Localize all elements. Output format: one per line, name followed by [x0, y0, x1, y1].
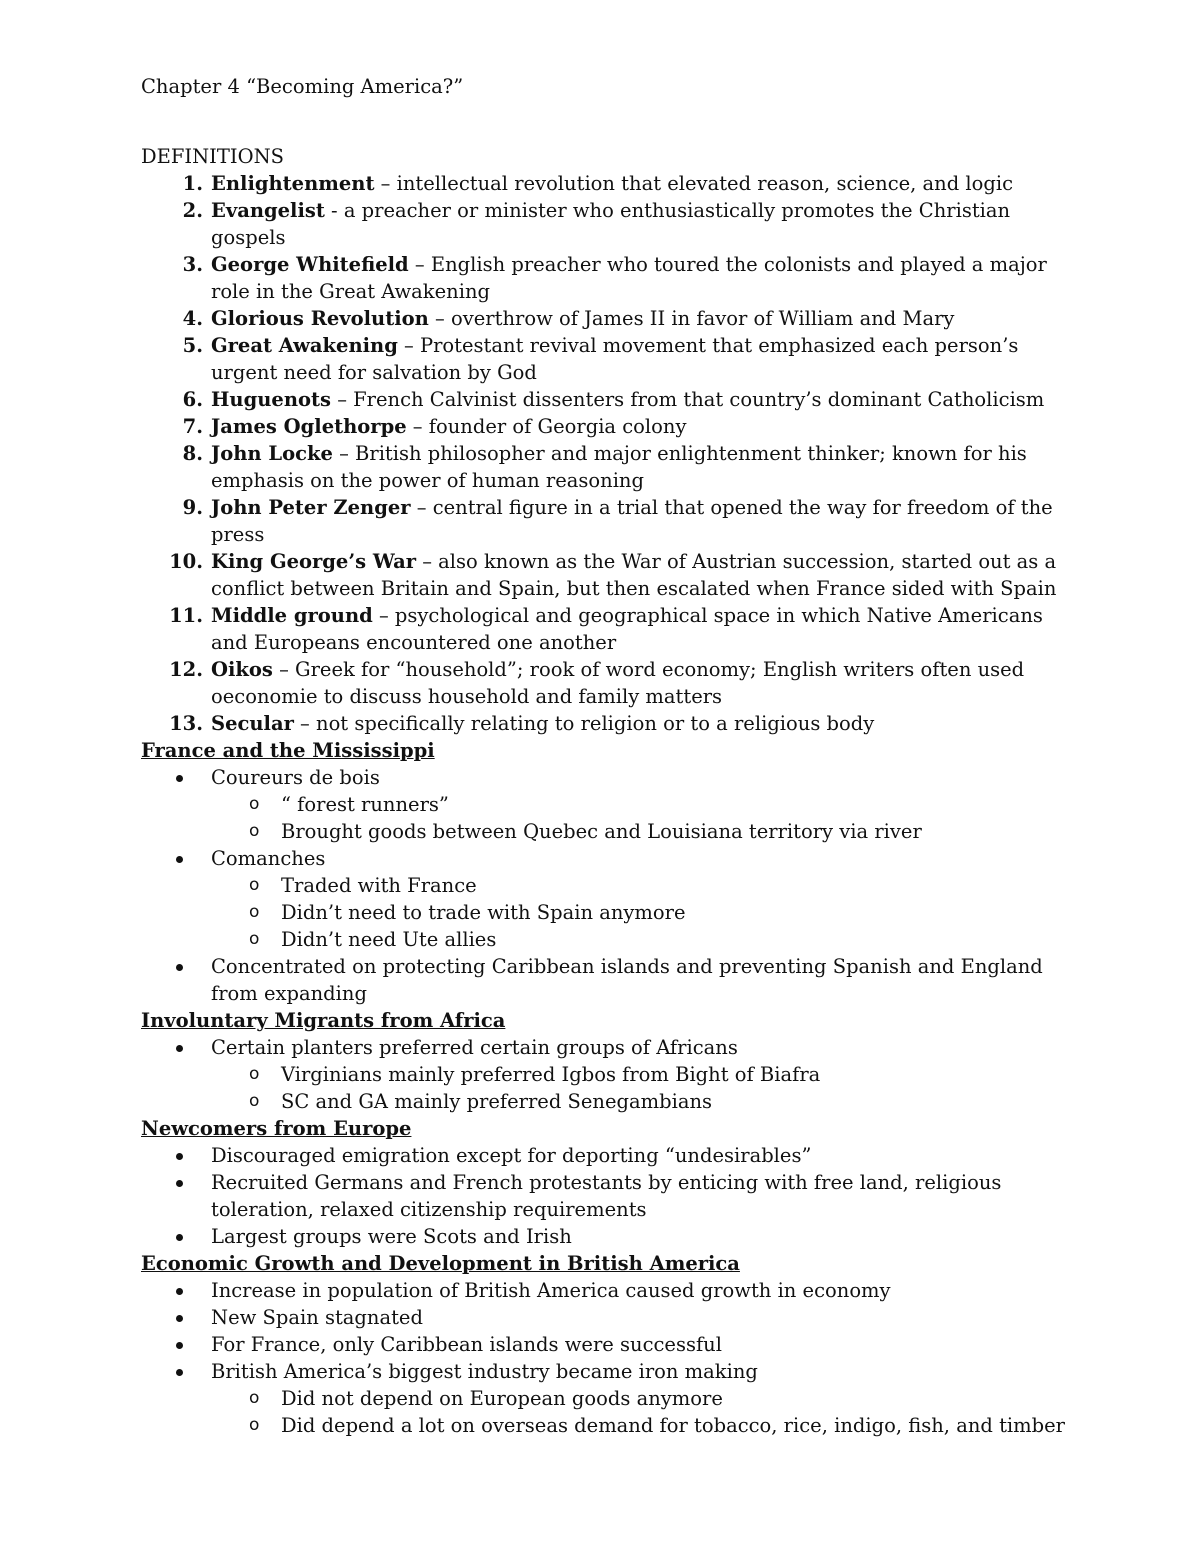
definition-term: Huguenots — [211, 388, 331, 411]
definition-term: John Locke — [211, 442, 333, 465]
bullet-text: Discouraged emigration except for deporting “undesirables” — [211, 1144, 812, 1167]
bullet-dot-icon — [176, 1153, 183, 1160]
document-page — [141, 73, 1071, 1439]
bullet-text: Increase in population of British America caused growth in economy — [211, 1279, 891, 1302]
sub-bullet-list — [211, 1385, 1071, 1439]
section-heading: France and the Mississippi — [141, 739, 435, 762]
sub-bullet-item — [211, 1061, 1071, 1088]
definition-term: King George’s War — [211, 550, 417, 573]
definition-text: – not specifically relating to religion or to a religious body — [293, 712, 875, 735]
bullet-text: Concentrated on protecting Caribbean islands and preventing Spanish and England from expanding — [211, 955, 1043, 1005]
section — [141, 1007, 1071, 1115]
bullet-item — [141, 1277, 1071, 1304]
definition-item — [141, 656, 1071, 710]
sections-container — [141, 737, 1071, 1439]
bullet-item — [141, 764, 1071, 845]
definition-text: - a preacher or minister who enthusiastically promotes the Christian gospels — [211, 199, 1011, 249]
definition-number: 6. — [182, 388, 203, 411]
section — [141, 1250, 1071, 1439]
definition-item — [141, 494, 1071, 548]
bullet-dot-icon — [176, 1045, 183, 1052]
definition-term: James Oglethorpe — [211, 415, 407, 438]
bullet-text: British America’s biggest industry became iron making — [211, 1360, 758, 1383]
definition-item — [141, 197, 1071, 251]
definition-number: 4. — [182, 307, 203, 330]
definition-item — [141, 710, 1071, 737]
definition-number: 11. — [169, 604, 203, 627]
definition-number: 8. — [182, 442, 203, 465]
definition-number: 10. — [169, 550, 203, 573]
bullet-list — [141, 1142, 1071, 1250]
definition-text: – psychological and geographical space in which Native Americans and Europeans encountered one another — [211, 604, 1043, 654]
hollow-circle-bullet-icon: o — [249, 1091, 260, 1111]
bullet-item — [141, 1223, 1071, 1250]
definition-item — [141, 305, 1071, 332]
definition-text: – intellectual revolution that elevated reason, science, and logic — [374, 172, 1014, 195]
definition-text: – Greek for “household”; rook of word economy; English writers often used oeconomie to discuss household and family matters — [211, 658, 1025, 708]
sub-bullet-item — [211, 899, 1071, 926]
definition-item — [141, 440, 1071, 494]
definition-item — [141, 386, 1071, 413]
hollow-circle-bullet-icon: o — [249, 1388, 260, 1408]
sub-bullet-item — [211, 791, 1071, 818]
sub-bullet-item — [211, 1385, 1071, 1412]
sub-bullet-text: “ forest runners” — [281, 793, 449, 816]
bullet-text: Largest groups were Scots and Irish — [211, 1225, 572, 1248]
bullet-dot-icon — [176, 1180, 183, 1187]
bullet-dot-icon — [176, 775, 183, 782]
bullet-item — [141, 1142, 1071, 1169]
definitions-list — [141, 170, 1071, 737]
bullet-item — [141, 1358, 1071, 1439]
sub-bullet-text: Did not depend on European goods anymore — [281, 1387, 723, 1410]
definition-term: Enlightenment — [211, 172, 375, 195]
sub-bullet-text: Didn’t need Ute allies — [281, 928, 497, 951]
definition-text: – founder of Georgia colony — [406, 415, 687, 438]
section — [141, 737, 1071, 1007]
bullet-dot-icon — [176, 1288, 183, 1295]
section — [141, 1115, 1071, 1250]
definition-item — [141, 548, 1071, 602]
bullet-item — [141, 1169, 1071, 1223]
bullet-item — [141, 1304, 1071, 1331]
bullet-text: Recruited Germans and French protestants by enticing with free land, religious toleration, relaxed citizenship requirements — [211, 1171, 1002, 1221]
hollow-circle-bullet-icon: o — [249, 929, 260, 949]
hollow-circle-bullet-icon: o — [249, 902, 260, 922]
section-heading: Involuntary Migrants from Africa — [141, 1009, 506, 1032]
bullet-list — [141, 1034, 1071, 1115]
definition-text: – overthrow of James II in favor of William and Mary — [428, 307, 955, 330]
sub-bullet-item — [211, 1088, 1071, 1115]
definition-text: – central figure in a trial that opened the way for freedom of the press — [211, 496, 1053, 546]
page-title: Chapter 4 “Becoming America?” — [141, 75, 464, 98]
hollow-circle-bullet-icon: o — [249, 1415, 260, 1435]
hollow-circle-bullet-icon: o — [249, 794, 260, 814]
definition-term: Middle ground — [211, 604, 373, 627]
definition-text: – English preacher who toured the colonists and played a major role in the Great Awakening — [211, 253, 1047, 303]
section-heading: Newcomers from Europe — [141, 1117, 412, 1140]
sub-bullet-item — [211, 872, 1071, 899]
sub-bullet-item — [211, 818, 1071, 845]
bullet-item — [141, 845, 1071, 953]
definition-text: – British philosopher and major enlightenment thinker; known for his emphasis on the power of human reasoning — [211, 442, 1027, 492]
definition-term: Great Awakening — [211, 334, 398, 357]
definition-number: 2. — [182, 199, 203, 222]
hollow-circle-bullet-icon: o — [249, 1064, 260, 1084]
definition-number: 12. — [169, 658, 203, 681]
bullet-dot-icon — [176, 1342, 183, 1349]
bullet-text: Coureurs de bois — [211, 766, 380, 789]
definition-number: 3. — [182, 253, 203, 276]
bullet-item — [141, 953, 1071, 1007]
hollow-circle-bullet-icon: o — [249, 875, 260, 895]
definition-text: – Protestant revival movement that emphasized each person’s urgent need for salvation by God — [211, 334, 1019, 384]
definition-item — [141, 170, 1071, 197]
sub-bullet-text: Traded with France — [281, 874, 477, 897]
definition-term: George Whitefield — [211, 253, 409, 276]
bullet-dot-icon — [176, 856, 183, 863]
bullet-text: New Spain stagnated — [211, 1306, 423, 1329]
definitions-heading: DEFINITIONS — [141, 145, 284, 168]
definition-number: 7. — [182, 415, 203, 438]
definition-number: 1. — [182, 172, 203, 195]
sub-bullet-text: Did depend a lot on overseas demand for tobacco, rice, indigo, fish, and timber — [281, 1414, 1065, 1437]
bullet-dot-icon — [176, 1234, 183, 1241]
definition-text: – French Calvinist dissenters from that country’s dominant Catholicism — [331, 388, 1045, 411]
sub-bullet-list — [211, 872, 1071, 953]
bullet-list — [141, 764, 1071, 1007]
definition-term: Secular — [211, 712, 294, 735]
sub-bullet-text: Virginians mainly preferred Igbos from Bight of Biafra — [281, 1063, 821, 1086]
sub-bullet-list — [211, 791, 1071, 845]
definition-text: – also known as the War of Austrian succession, started out as a conflict between Britain and Spain, but then escalated when France sided with Spain — [211, 550, 1057, 600]
bullet-list — [141, 1277, 1071, 1439]
bullet-dot-icon — [176, 1369, 183, 1376]
definition-term: Oikos — [211, 658, 273, 681]
sub-bullet-text: Didn’t need to trade with Spain anymore — [281, 901, 686, 924]
bullet-item — [141, 1331, 1071, 1358]
bullet-text: Certain planters preferred certain groups of Africans — [211, 1036, 738, 1059]
definition-number: 13. — [169, 712, 203, 735]
bullet-text: Comanches — [211, 847, 326, 870]
definition-term: Glorious Revolution — [211, 307, 429, 330]
definition-item — [141, 602, 1071, 656]
bullet-dot-icon — [176, 1315, 183, 1322]
sub-bullet-text: SC and GA mainly preferred Senegambians — [281, 1090, 713, 1113]
sub-bullet-text: Brought goods between Quebec and Louisiana territory via river — [281, 820, 922, 843]
definition-term: John Peter Zenger — [211, 496, 411, 519]
definition-item — [141, 251, 1071, 305]
definition-number: 5. — [182, 334, 203, 357]
bullet-text: For France, only Caribbean islands were successful — [211, 1333, 722, 1356]
definition-item — [141, 413, 1071, 440]
definition-term: Evangelist — [211, 199, 325, 222]
bullet-item — [141, 1034, 1071, 1115]
sub-bullet-list — [211, 1061, 1071, 1115]
section-heading: Economic Growth and Development in British America — [141, 1252, 740, 1275]
sub-bullet-item — [211, 1412, 1071, 1439]
bullet-dot-icon — [176, 964, 183, 971]
definition-number: 9. — [182, 496, 203, 519]
definition-item — [141, 332, 1071, 386]
hollow-circle-bullet-icon: o — [249, 821, 260, 841]
sub-bullet-item — [211, 926, 1071, 953]
spacer — [141, 100, 1071, 143]
